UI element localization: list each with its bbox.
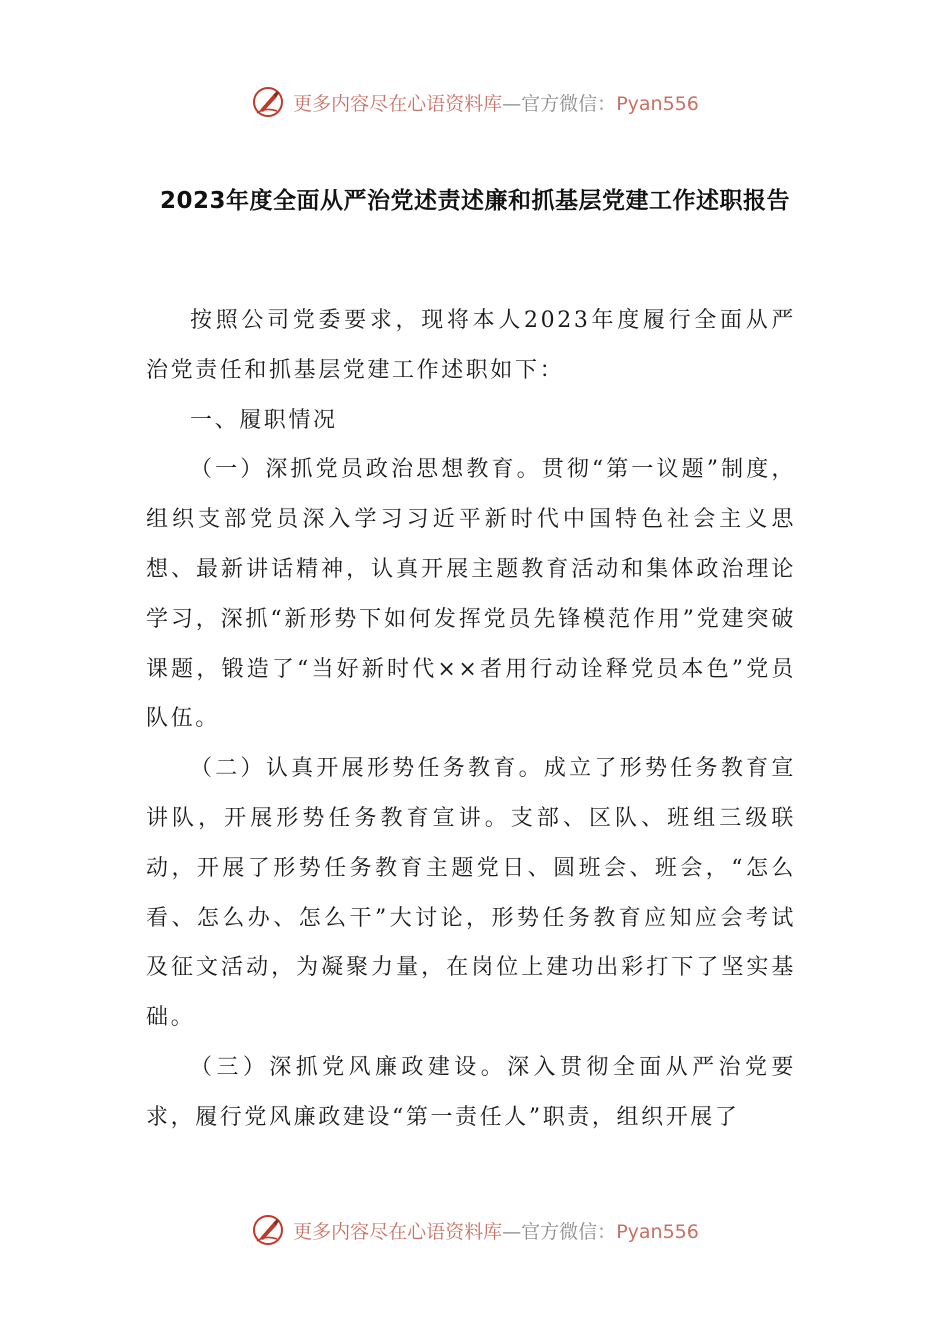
- watermark-sub: 官方微信：: [521, 1220, 617, 1243]
- watermark-footer: [0, 1210, 950, 1250]
- watermark-id: Pyan556: [616, 1220, 699, 1243]
- paragraph-item-2: （二）认真开展形势任务教育。成立了形势任务教育宣讲队，开展形势任务教育宣讲。支部、区队、班组三级联动，开展了形势任务教育主题党日、圆班会、班会，“怎么看、怎么办、怎么干”大讨论，形势任务教育应知应会考试及征文活动，为凝聚力量，在岗位上建功出彩打下了坚实基础。: [146, 756, 796, 1031]
- watermark-main: 更多内容尽在心语资料库: [293, 92, 503, 115]
- watermark-text: [293, 89, 699, 116]
- watermark-dash: —: [502, 1220, 522, 1243]
- watermark-header: [0, 82, 950, 122]
- watermark-main: 更多内容尽在心语资料库: [293, 1220, 503, 1243]
- paragraph-intro: 按照公司党委要求，现将本人2023年度履行全面从严治党责任和抓基层党建工作述职如下：: [146, 308, 796, 383]
- watermark-dash: —: [502, 92, 522, 115]
- paragraph-item-3: （三）深抓党风廉政建设。深入贯彻全面从严治党要求，履行党风廉政建设“第一责任人”职责，组织开展了: [146, 1054, 796, 1130]
- paragraph-item-1: （一）深抓党员政治思想教育。贯彻“第一议题”制度，组织支部党员深入学习习近平新时代中国特色社会主义思想、最新讲话精神，认真开展主题教育活动和集体政治理论学习，深抓“新形势下如何发挥党员先锋模范作用”党建突破课题，锻造了“当好新时代××者用行动诠释党员本色”党员队伍。: [146, 457, 796, 732]
- document-title: 2023年度全面从严治党述责述廉和抓基层党建工作述职报告: [159, 188, 790, 214]
- watermark-sub: 官方微信：: [521, 92, 617, 115]
- watermark-id: Pyan556: [616, 92, 699, 115]
- watermark-text: [293, 1217, 699, 1244]
- pen-logo-icon: [251, 1213, 285, 1247]
- pen-logo-icon: [251, 85, 285, 119]
- document-body: [146, 296, 796, 1143]
- section-heading: 一、履职情况: [190, 407, 338, 433]
